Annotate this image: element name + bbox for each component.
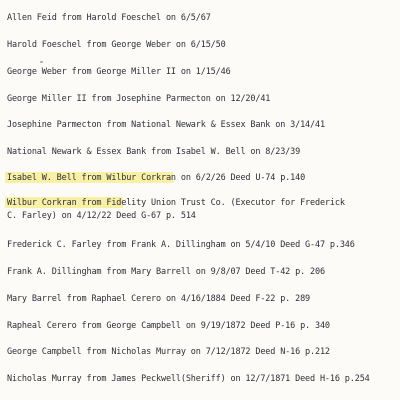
deed-entry: Isabel W. Bell from Wilbur Corkran on 6/2/26 Deed U-74 p.140: [7, 173, 306, 183]
deed-entry: National Newark & Essex Bank from Isabel W. Bell on 8/23/39: [7, 147, 301, 157]
deed-entry: Frank A. Dillingham from Mary Barrell on 9/8/07 Deed T-42 p. 206: [7, 267, 325, 277]
deed-entry: Frederick C. Farley from Frank A. Dillingham on 5/4/10 Deed G-47 p.346: [7, 240, 355, 250]
deed-entry: George Miller II from Josephine Parmecton on 12/20/41: [7, 94, 271, 104]
deed-entry: Allen Feid from Harold Foeschel on 6/5/67: [7, 13, 211, 23]
deed-entry: Josephine Parmecton from National Newark & Essex Bank on 3/14/41: [7, 120, 325, 130]
stray-mark: [40, 61, 43, 63]
deed-entry: Wilbur Corkran from Fidelity Union Trust Co. (Executor for Frederick: [7, 198, 345, 208]
deed-entry: Rapheal Cerero from George Campbell on 9/19/1872 Deed P-16 p. 340: [7, 321, 330, 331]
deed-entry-continued: C. Farley) on 4/12/22 Deed G-67 p. 514: [7, 211, 196, 221]
deed-entry: George Weber from George Miller II on 1/15/46: [7, 67, 231, 77]
deed-entry: Mary Barrel from Raphael Cerero on 4/16/1884 Deed F-22 p. 289: [7, 294, 311, 304]
deed-entry: Harold Foeschel from George Weber on 6/15/50: [7, 40, 226, 50]
deed-entry: George Campbell from Nicholas Murray on 7/12/1872 Deed N-16 p.212: [7, 347, 330, 357]
deed-entry: Nicholas Murray from James Peckwell(Sheriff) on 12/7/1871 Deed H-16 p.254: [7, 374, 370, 384]
